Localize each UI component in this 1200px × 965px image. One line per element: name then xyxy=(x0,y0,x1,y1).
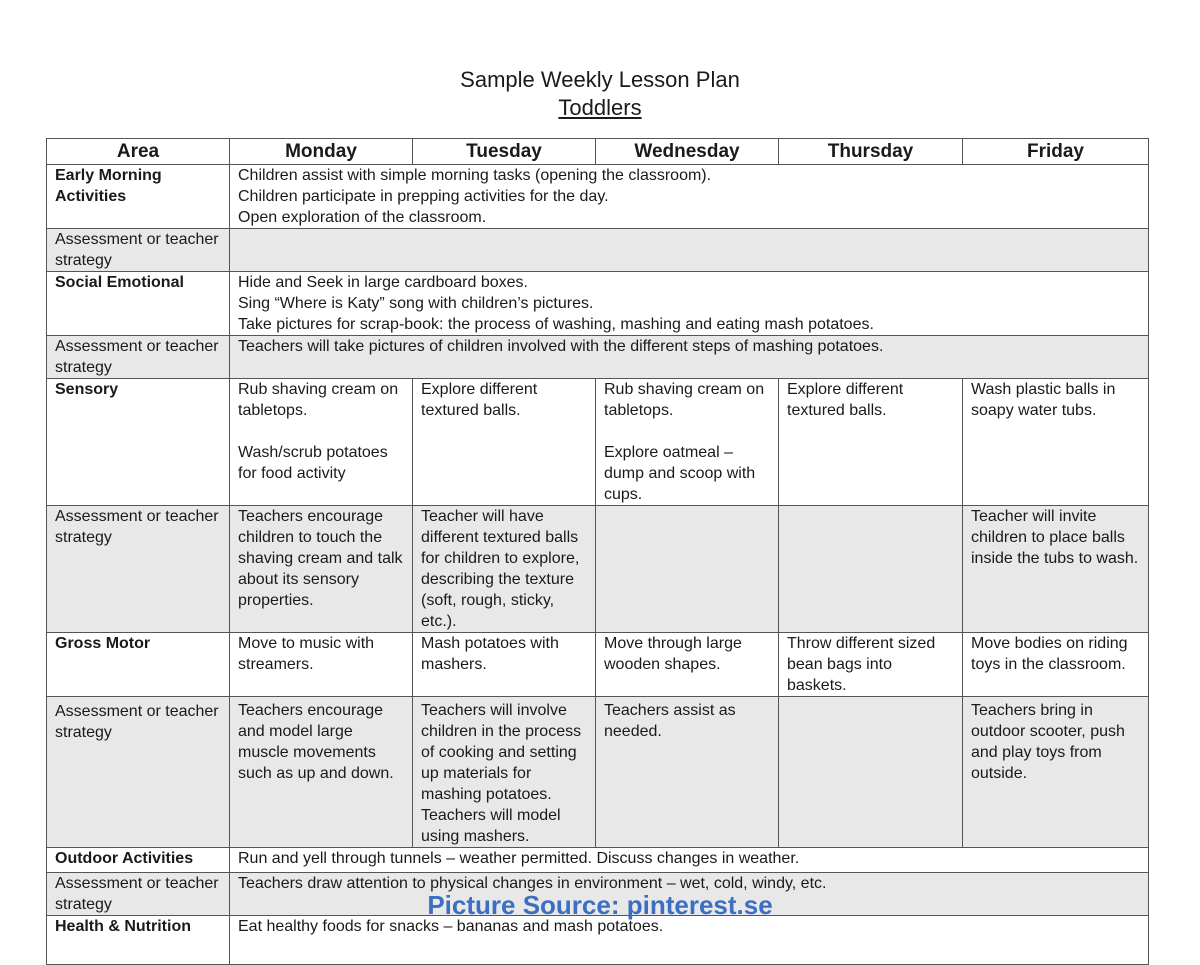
social-emotional-row xyxy=(47,272,1149,336)
header-tuesday: Tuesday xyxy=(413,139,596,165)
sensory-assessment-monday: Teachers encourage children to touch the shaving cream and talk about its sensory properties. xyxy=(230,506,413,633)
page-title: Sample Weekly Lesson Plan xyxy=(460,67,740,92)
gross-motor-assessment-monday: Teachers encourage and model large muscle movements such as up and down. xyxy=(230,697,413,848)
gross-motor-thursday: Throw different sized bean bags into baskets. xyxy=(779,633,963,697)
area-early-morning: Early Morning Activities xyxy=(47,165,230,229)
early-morning-row xyxy=(47,165,1149,229)
assessment-label: Assessment or teacher strategy xyxy=(47,506,230,633)
area-health: Health & Nutrition xyxy=(47,916,230,965)
early-morning-line: Children assist with simple morning tasks (opening the classroom). xyxy=(238,167,712,184)
outdoor-row xyxy=(47,848,1149,873)
gross-motor-row xyxy=(47,633,1149,697)
social-emotional-activities xyxy=(230,272,1149,336)
picture-source: Picture Source: pinterest.se xyxy=(427,890,773,920)
sensory-assessment-friday: Teacher will invite children to place balls inside the tubs to wash. xyxy=(963,506,1149,633)
header-friday: Friday xyxy=(963,139,1149,165)
sensory-assessment-wednesday xyxy=(596,506,779,633)
sensory-friday-line: Wash plastic balls in soapy water tubs. xyxy=(971,381,1116,419)
gross-motor-monday: Move to music with streamers. xyxy=(230,633,413,697)
area-social-emotional: Social Emotional xyxy=(47,272,230,336)
early-morning-line: Children participate in prepping activities for the day. xyxy=(238,188,609,205)
assessment-label: Assessment or teacher strategy xyxy=(47,697,230,848)
gross-motor-tuesday: Mash potatoes with mashers. xyxy=(413,633,596,697)
social-emotional-assessment: Teachers will take pictures of children involved with the different steps of mashing potatoes. xyxy=(230,336,1149,379)
social-emotional-line: Hide and Seek in large cardboard boxes. xyxy=(238,274,528,291)
social-emotional-line: Take pictures for scrap-book: the process of washing, mashing and eating mash potatoes. xyxy=(238,316,874,333)
sensory-wednesday-line: Rub shaving cream on tabletops. xyxy=(604,381,765,419)
sensory-monday xyxy=(230,379,413,506)
area-gross-motor: Gross Motor xyxy=(47,633,230,697)
sensory-thursday xyxy=(779,379,963,506)
sensory-monday-line: Wash/scrub potatoes for food activity xyxy=(238,444,388,482)
area-sensory: Sensory xyxy=(47,379,230,506)
sensory-wednesday xyxy=(596,379,779,506)
sensory-friday xyxy=(963,379,1149,506)
social-emotional-assessment-row xyxy=(47,336,1149,379)
gross-motor-assessment-tuesday: Teachers will involve children in the process of cooking and setting up materials for mashing potatoes. Teachers will model using mashers. xyxy=(413,697,596,848)
gross-motor-assessment-wednesday: Teachers assist as needed. xyxy=(596,697,779,848)
early-morning-assessment-row xyxy=(47,229,1149,272)
header-monday: Monday xyxy=(230,139,413,165)
gross-motor-assessment-friday: Teachers bring in outdoor scooter, push and play toys from outside. xyxy=(963,697,1149,848)
gross-motor-wednesday: Move through large wooden shapes. xyxy=(596,633,779,697)
early-morning-line: Open exploration of the classroom. xyxy=(238,209,487,226)
page-subtitle: Toddlers xyxy=(558,95,642,120)
title-block xyxy=(0,66,1200,122)
gross-motor-friday: Move bodies on riding toys in the classroom. xyxy=(963,633,1149,697)
sensory-row xyxy=(47,379,1149,506)
outdoor-assessment: Teachers draw attention to physical changes in environment – wet, cold, windy, etc. xyxy=(230,873,1149,916)
assessment-label: Assessment or teacher strategy xyxy=(47,336,230,379)
header-wednesday: Wednesday xyxy=(596,139,779,165)
area-outdoor: Outdoor Activities xyxy=(47,848,230,873)
sensory-tuesday-line: Explore different textured balls. xyxy=(421,381,538,419)
sensory-assessment-row xyxy=(47,506,1149,633)
sensory-assessment-thursday xyxy=(779,506,963,633)
assessment-label: Assessment or teacher strategy xyxy=(47,873,230,916)
header-area: Area xyxy=(47,139,230,165)
early-morning-activities xyxy=(230,165,1149,229)
early-morning-assessment xyxy=(230,229,1149,272)
header-row xyxy=(47,139,1149,165)
sensory-monday-line: Rub shaving cream on tabletops. xyxy=(238,381,399,419)
lesson-plan-table xyxy=(46,138,1149,965)
health-activities: Eat healthy foods for snacks – bananas and mash potatoes. xyxy=(230,916,1149,965)
sensory-tuesday xyxy=(413,379,596,506)
sensory-assessment-tuesday: Teacher will have different textured balls for children to explore, describing the texture (soft, rough, sticky, etc.). xyxy=(413,506,596,633)
header-thursday: Thursday xyxy=(779,139,963,165)
social-emotional-line: Sing “Where is Katy” song with children’s pictures. xyxy=(238,295,594,312)
assessment-label: Assessment or teacher strategy xyxy=(47,229,230,272)
sensory-thursday-line: Explore different textured balls. xyxy=(787,381,904,419)
outdoor-activities: Run and yell through tunnels – weather permitted. Discuss changes in weather. xyxy=(230,848,1149,873)
gross-motor-assessment-row xyxy=(47,697,1149,848)
health-row xyxy=(47,916,1149,965)
sensory-wednesday-line: Explore oatmeal – dump and scoop with cups. xyxy=(604,444,756,503)
gross-motor-assessment-thursday xyxy=(779,697,963,848)
